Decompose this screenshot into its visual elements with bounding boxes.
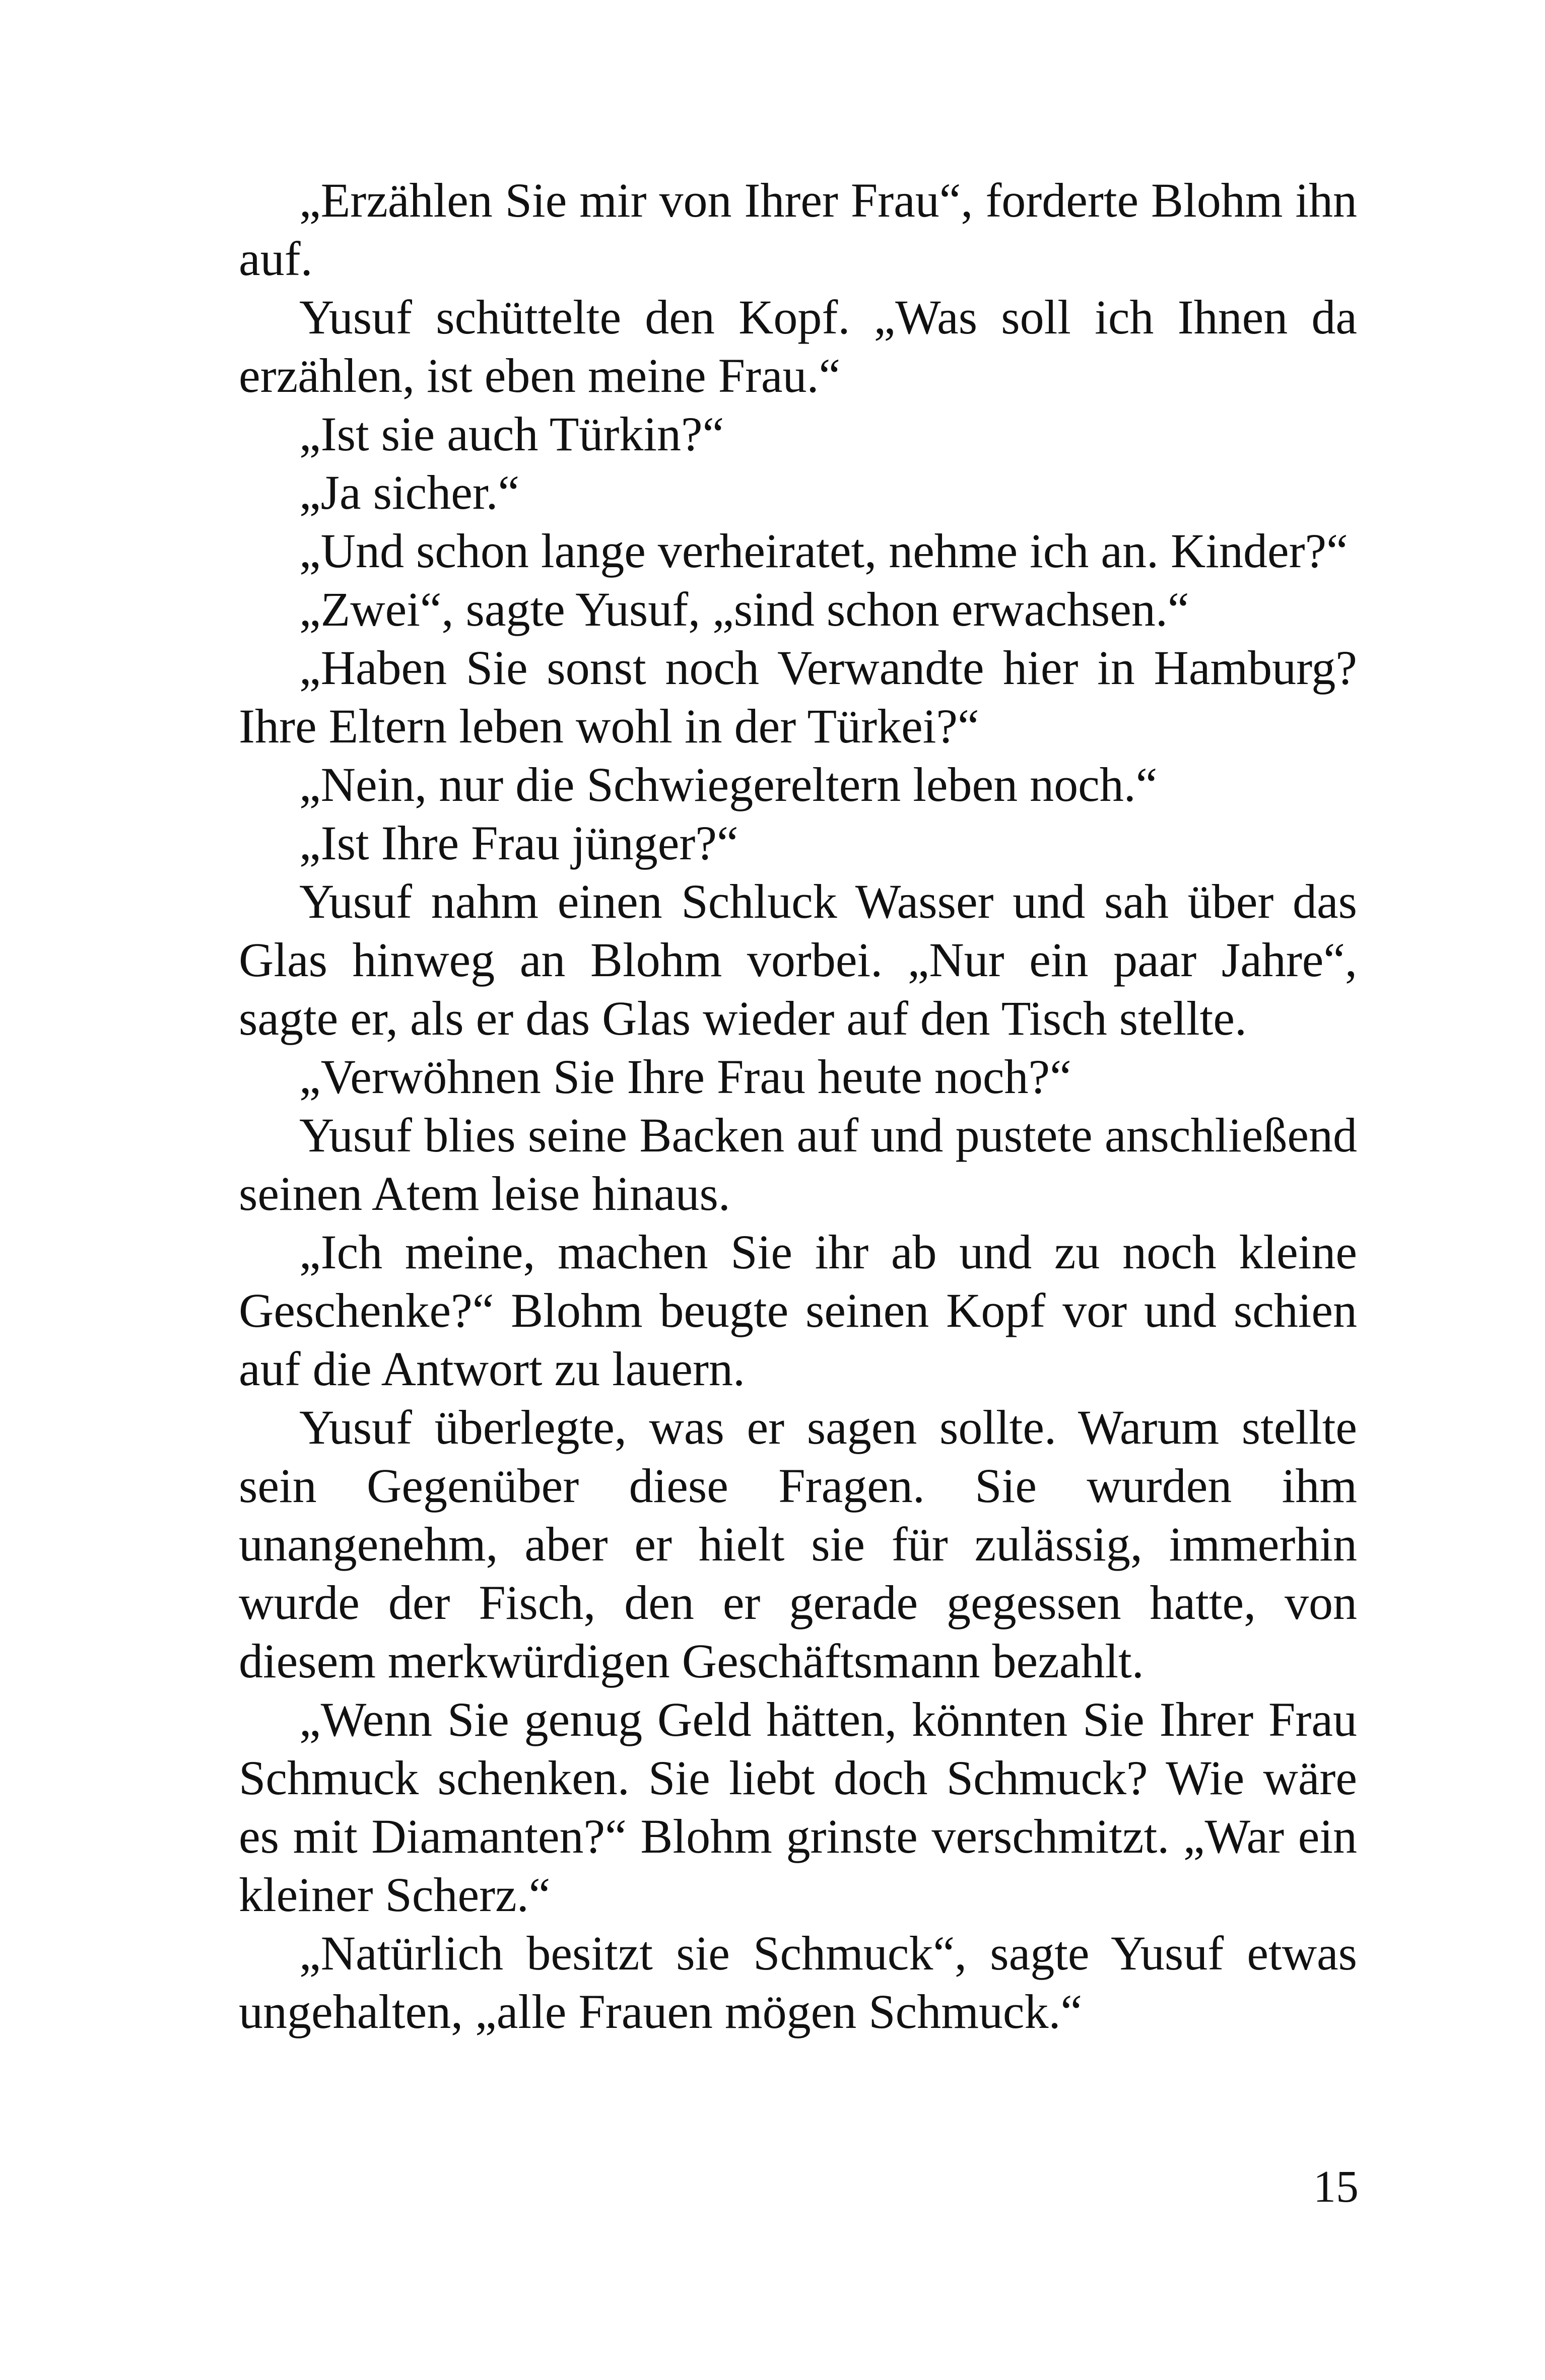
- paragraph: „Haben Sie sonst noch Verwandte hier in Hamburg? Ihre Eltern leben wohl in der Türkei?“: [239, 641, 1357, 753]
- paragraph: „Natürlich besitzt sie Schmuck“, sagte Yusuf etwas ungehalten, „alle Frauen mögen Schmuck.“: [239, 1926, 1357, 2038]
- body-text: [239, 171, 1357, 2041]
- paragraph: „Ich meine, machen Sie ihr ab und zu noch kleine Geschenke?“ Blohm beugte seinen Kopf vor und schien auf die Antwort zu lauern.: [239, 1225, 1357, 1396]
- paragraph: „Ja sicher.“: [299, 465, 520, 519]
- paragraph: „Ist Ihre Frau jünger?“: [299, 816, 738, 870]
- paragraph: „Verwöhnen Sie Ihre Frau heute noch?“: [299, 1050, 1071, 1104]
- paragraph: „Zwei“, sagte Yusuf, „sind schon erwachsen.“: [299, 582, 1189, 636]
- paragraph: „Nein, nur die Schwiegereltern leben noch.“: [299, 758, 1158, 811]
- paragraph: Yusuf schüttelte den Kopf. „Was soll ich Ihnen da erzählen, ist eben meine Frau.“: [239, 290, 1357, 402]
- paragraph: Yusuf nahm einen Schluck Wasser und sah über das Glas hinweg an Blohm vorbei. „Nur ein paar Jahre“, sagte er, als er das Glas wieder auf den Tisch stellte.: [239, 874, 1357, 1045]
- paragraph: „Ist sie auch Türkin?“: [299, 407, 724, 461]
- paragraph: „Wenn Sie genug Geld hätten, könnten Sie Ihrer Frau Schmuck schenken. Sie liebt doch Schmuck? Wie wäre es mit Diamanten?“ Blohm grinste verschmitzt. „War ein kleiner Scherz.“: [239, 1692, 1357, 1922]
- paragraph: Yusuf überlegte, was er sagen sollte. Warum stellte sein Gegenüber diese Fragen. Sie wurden ihm unangenehm, aber er hielt sie für zulässig, immerhin wurde der Fisch, den er gerade gegessen hatte, von diesem merkwürdigen Geschäftsmann bezahlt.: [239, 1400, 1357, 1688]
- paragraph: „Erzählen Sie mir von Ihrer Frau“, forderte Blohm ihn auf.: [239, 173, 1357, 286]
- paragraph: „Und schon lange verheiratet, nehme ich an. Kinder?“: [299, 524, 1348, 578]
- paragraph: Yusuf blies seine Backen auf und pustete anschließend seinen Atem leise hinaus.: [239, 1108, 1357, 1220]
- page-number: 15: [1313, 2162, 1359, 2212]
